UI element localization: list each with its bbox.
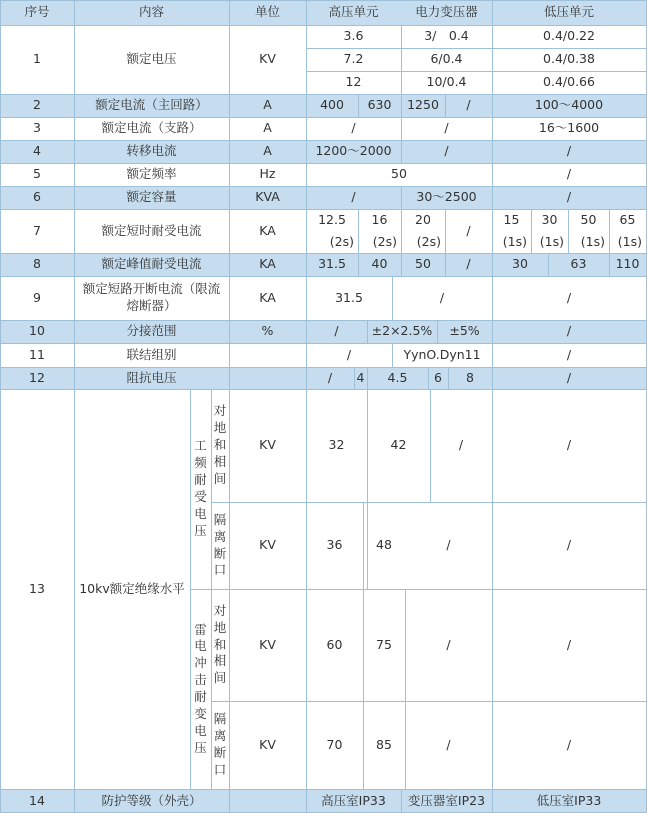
row-unit: KVA xyxy=(255,189,280,205)
row-seq: 8 xyxy=(33,256,41,272)
table-cell: 36 xyxy=(326,537,343,553)
table-cell: / xyxy=(466,222,471,238)
row-unit xyxy=(229,367,306,389)
sub-isolation: 隔离断口 xyxy=(213,711,227,777)
table-cell: / xyxy=(566,166,572,182)
header-hv-unit: 高压单元 xyxy=(328,4,379,20)
row-seq: 6 xyxy=(33,189,41,205)
row-name: 额定频率 xyxy=(126,166,177,182)
table-cell: (1s) xyxy=(580,233,605,249)
table-cell: 48 xyxy=(376,537,392,553)
table-cell: (1s) xyxy=(539,233,564,249)
table-cell: 20 xyxy=(415,211,431,227)
table-cell: 30 xyxy=(541,211,558,227)
table-cell: 6 xyxy=(434,369,442,385)
table-cell: 60 xyxy=(326,636,343,652)
table-cell: 31.5 xyxy=(318,256,346,272)
table-cell: (2s) xyxy=(372,233,397,249)
header-content: 内容 xyxy=(138,4,164,20)
table-cell: (2s) xyxy=(416,233,441,249)
table-cell: 4.5 xyxy=(387,369,408,385)
table-cell: 85 xyxy=(376,736,392,752)
table-cell: 75 xyxy=(376,636,392,652)
table-cell: 30～2500 xyxy=(416,189,477,205)
table-cell: 16～1600 xyxy=(538,120,600,136)
table-cell: 110 xyxy=(615,256,640,272)
table-cell: 400 xyxy=(320,97,344,113)
table-cell: 40 xyxy=(371,256,388,272)
row-seq: 1 xyxy=(33,51,41,67)
row-seq: 7 xyxy=(33,222,41,238)
table-cell: 0.4/0.38 xyxy=(543,51,595,67)
table-cell: 0.4/0.22 xyxy=(543,28,595,44)
table-cell: 70 xyxy=(326,736,343,752)
table-cell: / xyxy=(439,289,445,305)
table-cell: / xyxy=(444,143,449,159)
row-unit xyxy=(229,343,306,367)
table-cell: / xyxy=(566,189,572,205)
table-cell: / xyxy=(566,143,572,159)
row-seq: 11 xyxy=(29,346,45,362)
table-cell: / xyxy=(351,120,356,136)
row-name: 10kv额定绝缘水平 xyxy=(79,580,185,596)
row-name: 防护等级（外壳） xyxy=(101,792,202,808)
table-cell: / xyxy=(566,537,572,553)
header-seq: 序号 xyxy=(24,4,50,20)
row-seq: 13 xyxy=(29,580,45,596)
table-cell: 630 xyxy=(367,97,392,113)
row-unit: KV xyxy=(259,537,276,553)
row-unit: A xyxy=(263,143,272,159)
row-unit: Hz xyxy=(259,166,276,182)
table-cell: 31.5 xyxy=(335,289,363,305)
table-cell: / xyxy=(566,289,572,305)
row-seq: 9 xyxy=(33,289,41,305)
row-unit: KV xyxy=(259,736,276,752)
row-name: 额定电流（主回路） xyxy=(95,97,208,113)
table-cell: 4 xyxy=(356,369,365,385)
row-name: 联结组别 xyxy=(126,346,177,362)
row-name: 额定峰值耐受电流 xyxy=(101,256,202,272)
table-cell: / xyxy=(446,636,451,652)
sub-isolation: 隔离断口 xyxy=(213,511,227,578)
sub-ground: 对地和相间 xyxy=(213,602,227,686)
table-cell: / xyxy=(458,437,464,453)
table-cell: 6/0.4 xyxy=(430,51,463,67)
table-cell: (1s) xyxy=(617,233,642,249)
row-seq: 5 xyxy=(33,166,41,182)
table-cell: 50 xyxy=(415,256,431,272)
row-unit: A xyxy=(263,97,272,113)
table-cell: 低压室IP33 xyxy=(536,792,602,808)
table-cell: YynO.Dyn11 xyxy=(403,346,481,362)
table-cell: 3.6 xyxy=(343,28,364,44)
table-cell: / xyxy=(446,537,451,553)
table-cell: 8 xyxy=(466,369,474,385)
header-transformer: 电力变压器 xyxy=(415,4,478,20)
row-unit: KA xyxy=(259,289,276,305)
table-cell: (2s) xyxy=(329,233,354,249)
table-cell: / xyxy=(566,323,572,339)
table-cell: 32 xyxy=(328,437,345,453)
table-cell: / xyxy=(566,437,572,453)
row-unit: % xyxy=(261,323,274,339)
row-unit: A xyxy=(263,120,272,136)
table-cell: 0.4/0.66 xyxy=(543,74,595,90)
row-unit: KV xyxy=(259,636,276,652)
row-unit: KA xyxy=(259,256,276,272)
table-cell: 12.5 xyxy=(318,211,346,227)
table-cell: ±2×2.5% xyxy=(371,323,433,339)
row-unit: KV xyxy=(259,437,276,453)
table-cell: 50 xyxy=(391,166,407,182)
table-cell: / xyxy=(327,369,333,385)
sub-ground: 对地和相间 xyxy=(213,403,227,486)
header-unit: 单位 xyxy=(254,4,280,20)
table-cell: / xyxy=(444,120,449,136)
row-seq: 12 xyxy=(29,369,45,385)
row-name: 额定短路开断电流（限流熔断器） xyxy=(82,281,221,313)
table-cell: 7.2 xyxy=(343,51,364,67)
row-unit xyxy=(229,789,306,813)
table-cell: / xyxy=(466,256,471,272)
row-name: 转移电流 xyxy=(126,143,177,159)
table-cell: 15 xyxy=(503,211,520,227)
row-name: 额定短时耐受电流 xyxy=(101,222,202,238)
table-cell: / xyxy=(566,369,572,385)
category-lightning-impulse: 雷电冲击耐变电压 xyxy=(194,621,207,755)
row-seq: 3 xyxy=(33,120,41,136)
table-cell: / xyxy=(566,736,572,752)
row-name: 额定容量 xyxy=(126,189,177,205)
table-cell: 100～4000 xyxy=(534,97,604,113)
row-seq: 4 xyxy=(33,143,41,159)
row-seq: 14 xyxy=(29,792,45,808)
table-cell: 12 xyxy=(345,74,362,90)
table-cell: 10/0.4 xyxy=(426,74,467,90)
table-cell: 变压器室IP23 xyxy=(407,792,486,808)
row-name: 额定电压 xyxy=(126,51,177,67)
row-seq: 2 xyxy=(33,97,41,113)
row-name: 阻抗电压 xyxy=(126,369,177,385)
table-cell: 高压室IP33 xyxy=(321,792,386,808)
table-cell: / xyxy=(351,189,356,205)
row-seq: 10 xyxy=(29,323,45,339)
table-cell: 1200～2000 xyxy=(315,143,392,159)
table-cell: 63 xyxy=(570,256,587,272)
header-lv-unit: 低压单元 xyxy=(543,4,594,20)
row-unit: KA xyxy=(259,222,276,238)
table-cell: / xyxy=(446,736,451,752)
table-cell: 30 xyxy=(512,256,528,272)
table-cell: / xyxy=(346,346,352,362)
table-cell: 65 xyxy=(619,211,636,227)
table-cell: 42 xyxy=(390,437,407,453)
row-name: 分接范围 xyxy=(126,323,177,339)
table-cell: ±5% xyxy=(449,323,480,339)
row-name: 额定电流（支路） xyxy=(101,120,202,136)
row-unit: KV xyxy=(259,51,276,67)
table-cell: / xyxy=(466,97,471,113)
table-cell: 16 xyxy=(371,211,388,227)
category-power-frequency: 工频耐受电压 xyxy=(194,438,207,538)
table-cell: (1s) xyxy=(502,233,527,249)
table-cell: / xyxy=(334,323,339,339)
table-cell: 3/ 0.4 xyxy=(424,28,469,44)
table-cell: / xyxy=(566,636,572,652)
table-cell: / xyxy=(566,346,572,362)
table-cell: 50 xyxy=(580,211,597,227)
table-cell: 1250 xyxy=(407,97,439,113)
